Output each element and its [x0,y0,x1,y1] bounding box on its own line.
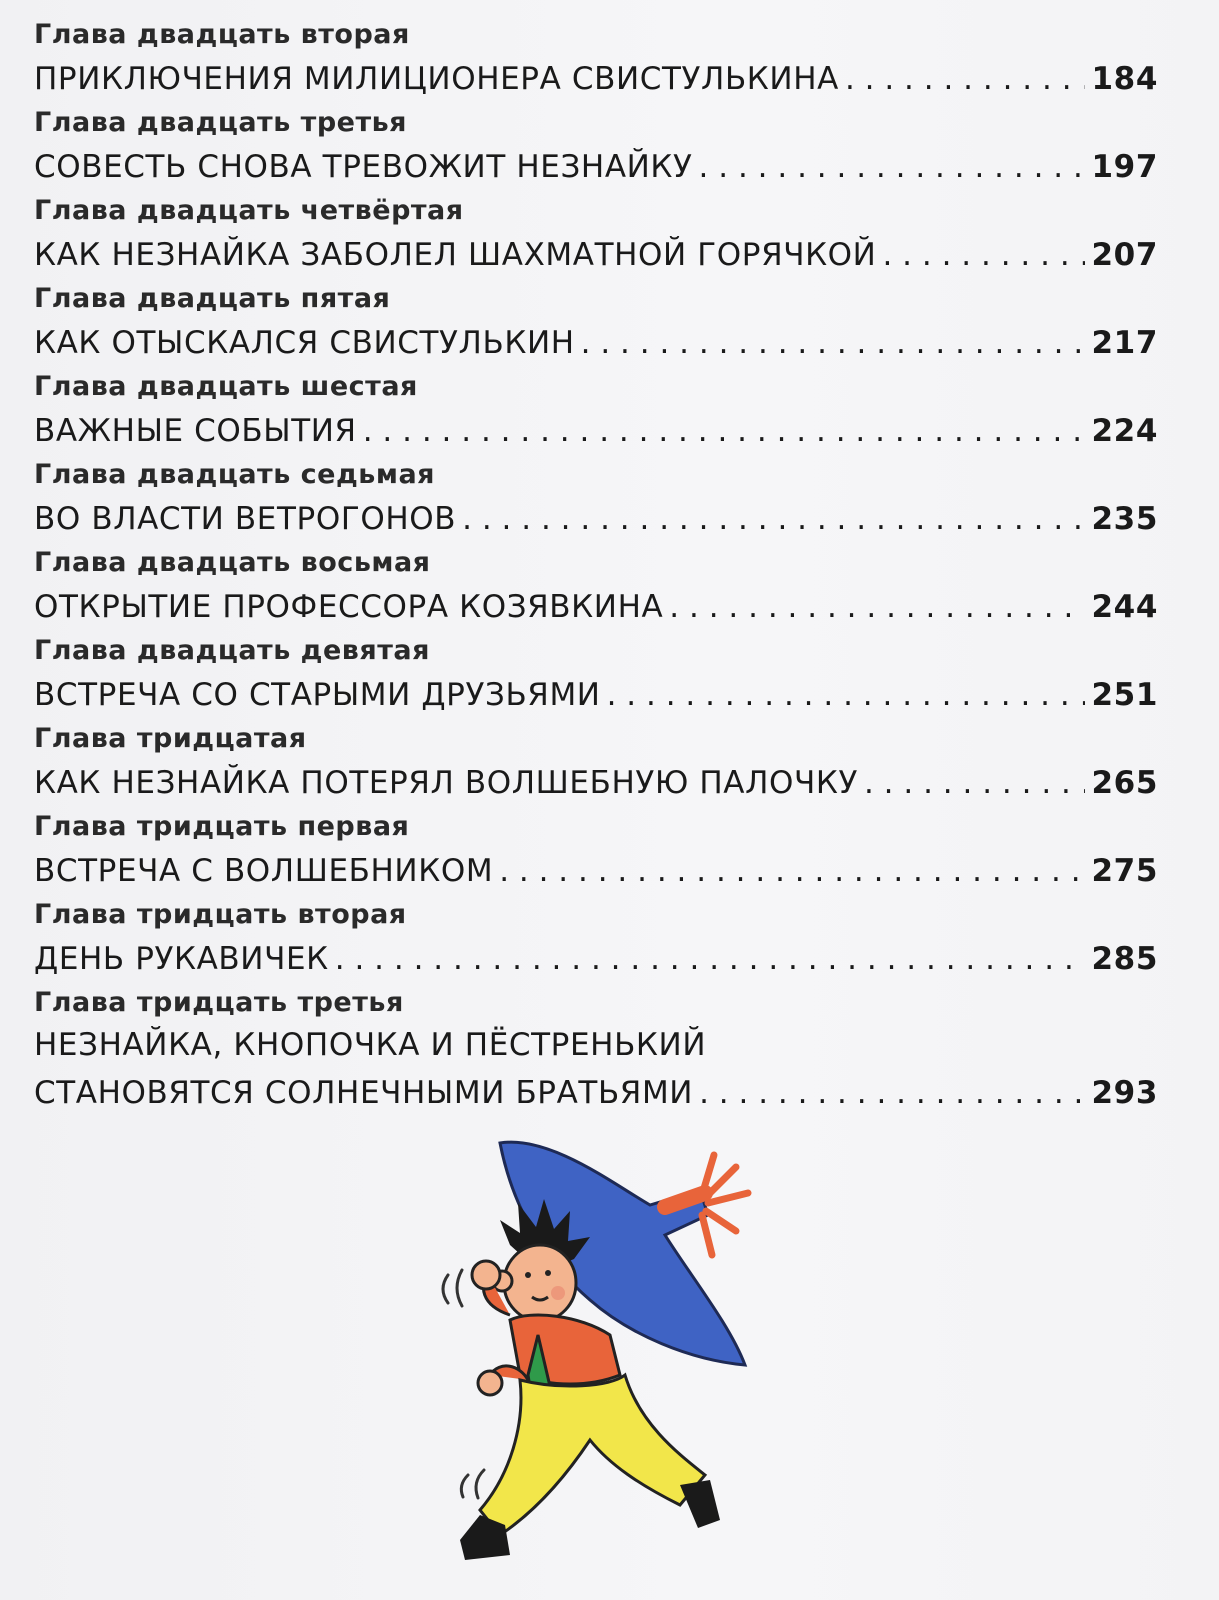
page-number: 244 [1091,589,1158,625]
chapter-title: КАК НЕЗНАЙКА ПОТЕРЯЛ ВОЛШЕБНУЮ ПАЛОЧКУ [34,765,858,801]
toc-entry [34,456,1158,544]
chapter-label: Глава двадцать седьмая [34,459,435,490]
page-number: 184 [1091,61,1158,97]
chapter-title-line[interactable] [34,142,1158,192]
chapter-label: Глава двадцать четвёртая [34,195,464,226]
table-of-contents [34,16,1158,1118]
toc-entry [34,280,1158,368]
toc-entry [34,16,1158,104]
page-number: 275 [1091,853,1158,889]
chapter-title: ДЕНЬ РУКАВИЧЕК [34,941,329,977]
dot-leader [699,142,1086,192]
dot-leader [845,54,1086,104]
page-number: 197 [1091,149,1158,185]
chapter-title: КАК НЕЗНАЙКА ЗАБОЛЕЛ ШАХМАТНОЙ ГОРЯЧКОЙ [34,237,877,273]
page-number: 217 [1091,325,1158,361]
dot-leader [581,318,1086,368]
chapter-title: ВАЖНЫЕ СОБЫТИЯ [34,413,357,449]
toc-entry [34,632,1158,720]
toc-entry [34,808,1158,896]
chapter-title-line[interactable] [34,406,1158,456]
chapter-label: Глава тридцать третья [34,987,404,1018]
chapter-title: ВО ВЛАСТИ ВЕТРОГОНОВ [34,501,457,537]
toc-entry [34,368,1158,456]
chapter-title-line[interactable] [34,758,1158,808]
dot-leader [669,582,1085,632]
chapter-title-line[interactable] [34,54,1158,104]
chapter-label: Глава двадцать восьмая [34,547,431,578]
neznaika-illustration [440,1125,780,1595]
chapter-title-line[interactable] [34,318,1158,368]
dot-leader [864,758,1086,808]
dot-leader [462,494,1085,544]
chapter-title-line[interactable] [34,494,1158,544]
chapter-title-line[interactable] [34,582,1158,632]
chapter-title: СОВЕСТЬ СНОВА ТРЕВОЖИТ НЕЗНАЙКУ [34,149,693,185]
page-number: 235 [1091,501,1158,537]
dot-leader [882,230,1085,280]
chapter-title: ВСТРЕЧА СО СТАРЫМИ ДРУЗЬЯМИ [34,677,601,713]
chapter-title: ОТКРЫТИЕ ПРОФЕССОРА КОЗЯВКИНА [34,589,664,625]
chapter-title-line[interactable] [34,846,1158,896]
chapter-label: Глава двадцать вторая [34,19,410,50]
chapter-label: Глава двадцать третья [34,107,408,138]
toc-entry [34,544,1158,632]
chapter-title-line[interactable] [34,230,1158,280]
chapter-title: КАК ОТЫСКАЛСЯ СВИСТУЛЬКИН [34,325,575,361]
dot-leader [363,406,1086,456]
page-number: 224 [1091,413,1158,449]
page-number: 251 [1091,677,1158,713]
toc-entry [34,896,1158,984]
chapter-label: Глава тридцать первая [34,811,410,842]
chapter-label: Глава двадцать девятая [34,635,430,666]
toc-entry-last [34,984,1158,1118]
dot-leader [607,670,1086,720]
toc-entry [34,104,1158,192]
dot-leader [335,934,1086,984]
chapter-title-line[interactable] [34,934,1158,984]
page-number: 293 [1091,1075,1158,1111]
chapter-title: ПРИКЛЮЧЕНИЯ МИЛИЦИОНЕРА СВИСТУЛЬКИНА [34,61,839,97]
chapter-title-first-line[interactable]: НЕЗНАЙКА, КНОПОЧКА И ПЁСТРЕНЬКИЙ [34,1027,707,1063]
chapter-title-line[interactable] [34,1068,1158,1118]
page-number: 285 [1091,941,1158,977]
page-number: 265 [1091,765,1158,801]
dot-leader [699,1068,1085,1118]
chapter-title: ВСТРЕЧА С ВОЛШЕБНИКОМ [34,853,494,889]
chapter-title: СТАНОВЯТСЯ СОЛНЕЧНЫМИ БРАТЬЯМИ [34,1075,694,1111]
chapter-label: Глава тридцатая [34,723,307,754]
chapter-label: Глава тридцать вторая [34,899,407,930]
chapter-title-line[interactable] [34,670,1158,720]
chapter-label: Глава двадцать пятая [34,283,391,314]
chapter-label: Глава двадцать шестая [34,371,418,402]
page-number: 207 [1091,237,1158,273]
trousers [480,1375,705,1535]
toc-entry [34,192,1158,280]
dot-leader [499,846,1085,896]
toc-entry [34,720,1158,808]
